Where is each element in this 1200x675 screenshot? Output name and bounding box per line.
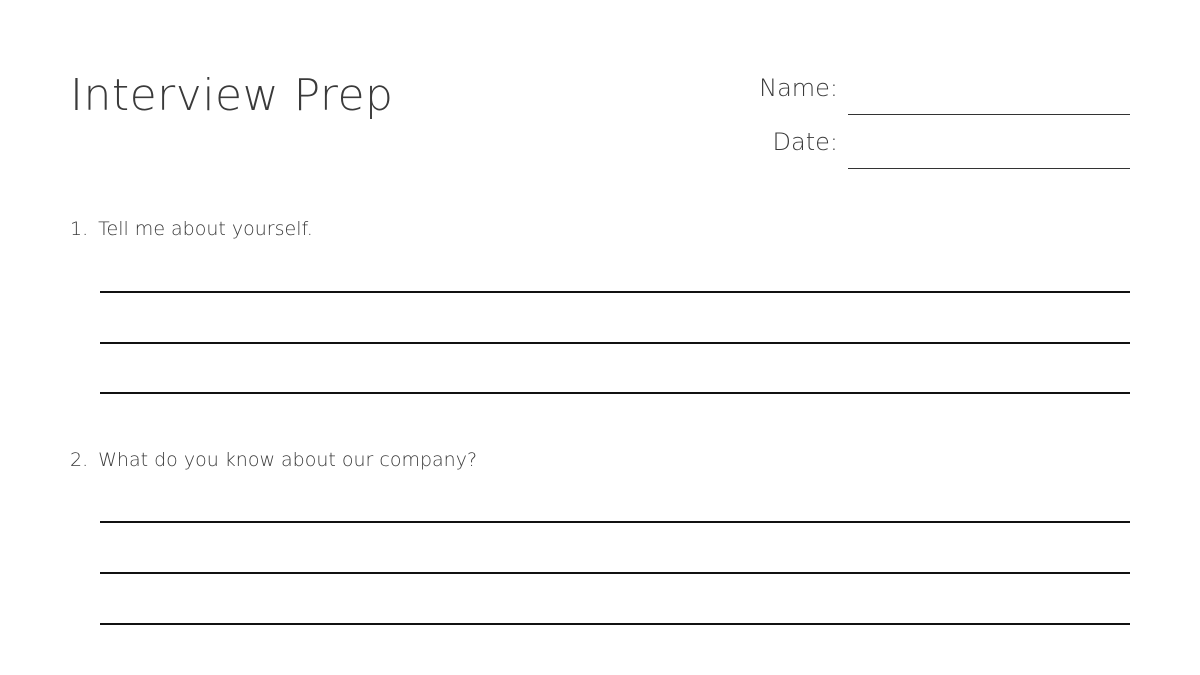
name-label: Name:: [759, 74, 838, 102]
question-number: 2.: [70, 449, 89, 471]
question-1: [70, 220, 313, 239]
page-title: Interview Prep: [70, 70, 394, 121]
question-text: Tell me about yourself.: [98, 218, 313, 240]
answer-line: [100, 291, 1130, 293]
date-field: [700, 130, 1130, 170]
question-2: [70, 451, 477, 470]
question-number: 1.: [70, 218, 89, 240]
answer-line: [100, 342, 1130, 344]
answer-line: [100, 392, 1130, 394]
question-text: What do you know about our company?: [98, 449, 478, 471]
date-blank-line: [848, 168, 1130, 169]
answer-line: [100, 623, 1130, 625]
name-blank-line: [848, 114, 1130, 115]
answer-line: [100, 521, 1130, 523]
answer-line: [100, 572, 1130, 574]
date-label: Date:: [772, 128, 838, 156]
name-field: [700, 76, 1130, 116]
